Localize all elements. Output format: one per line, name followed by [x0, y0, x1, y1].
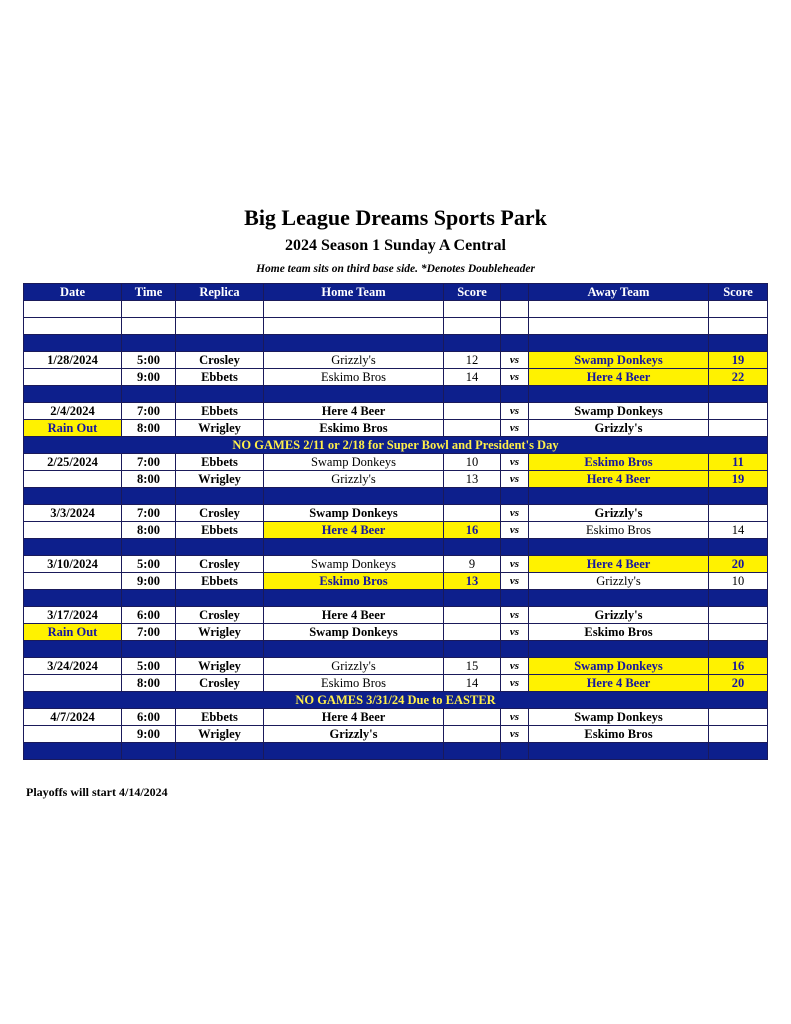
empty-cell: [176, 335, 264, 352]
empty-cell: [24, 318, 122, 335]
empty-cell: [264, 590, 444, 607]
empty-cell: [709, 641, 768, 658]
empty-cell: [176, 641, 264, 658]
cell-vs: vs: [501, 420, 529, 437]
empty-cell: [529, 318, 709, 335]
schedule-body: [24, 301, 768, 760]
separator-band: [24, 641, 768, 658]
cell-home-score: 14: [444, 675, 501, 692]
empty-cell: [529, 641, 709, 658]
game-row: [24, 352, 768, 369]
cell-time: 5:00: [122, 658, 176, 675]
col-header-home-team: Home Team: [264, 284, 444, 301]
cell-away-score: 19: [709, 471, 768, 488]
empty-cell: [501, 488, 529, 505]
empty-cell: [501, 335, 529, 352]
cell-replica: Ebbets: [176, 522, 264, 539]
cell-away-team: Swamp Donkeys: [529, 709, 709, 726]
empty-cell: [176, 301, 264, 318]
cell-date: [24, 675, 122, 692]
cell-home-score: [444, 709, 501, 726]
game-row: [24, 454, 768, 471]
empty-cell: [176, 539, 264, 556]
empty-cell: [444, 318, 501, 335]
notice-row: [24, 692, 768, 709]
cell-time: 7:00: [122, 454, 176, 471]
empty-cell: [529, 743, 709, 760]
schedule-table: [23, 283, 768, 760]
cell-vs: vs: [501, 471, 529, 488]
cell-home-team: Grizzly's: [264, 352, 444, 369]
empty-cell: [529, 488, 709, 505]
cell-vs: vs: [501, 369, 529, 386]
cell-home-score: 9: [444, 556, 501, 573]
empty-cell: [264, 386, 444, 403]
cell-away-team: Eskimo Bros: [529, 726, 709, 743]
empty-cell: [122, 539, 176, 556]
cell-home-team: Eskimo Bros: [264, 420, 444, 437]
empty-cell: [709, 590, 768, 607]
cell-away-team: Here 4 Beer: [529, 369, 709, 386]
col-header-away-team: Away Team: [529, 284, 709, 301]
game-row: [24, 624, 768, 641]
empty-cell: [122, 335, 176, 352]
empty-cell: [264, 318, 444, 335]
empty-cell: [444, 539, 501, 556]
cell-home-team: Grizzly's: [264, 726, 444, 743]
empty-cell: [709, 386, 768, 403]
cell-date: 2/4/2024: [24, 403, 122, 420]
cell-date: 3/3/2024: [24, 505, 122, 522]
cell-replica: Ebbets: [176, 709, 264, 726]
empty-cell: [529, 590, 709, 607]
cell-replica: Wrigley: [176, 420, 264, 437]
cell-home-score: [444, 403, 501, 420]
col-header-replica: Replica: [176, 284, 264, 301]
cell-home-score: [444, 505, 501, 522]
cell-away-team: Eskimo Bros: [529, 522, 709, 539]
cell-date: Rain Out: [24, 624, 122, 641]
col-header-home-score: Score: [444, 284, 501, 301]
cell-vs: vs: [501, 726, 529, 743]
empty-cell: [709, 488, 768, 505]
game-row: [24, 709, 768, 726]
cell-away-score: 16: [709, 658, 768, 675]
cell-home-team: Here 4 Beer: [264, 607, 444, 624]
header-row: [24, 284, 768, 301]
col-header-time: Time: [122, 284, 176, 301]
cell-away-score: 22: [709, 369, 768, 386]
separator-band: [24, 590, 768, 607]
empty-cell: [529, 539, 709, 556]
cell-vs: vs: [501, 675, 529, 692]
cell-away-team: Swamp Donkeys: [529, 403, 709, 420]
cell-away-score: 19: [709, 352, 768, 369]
empty-row: [24, 318, 768, 335]
cell-home-team: Eskimo Bros: [264, 573, 444, 590]
cell-replica: Crosley: [176, 607, 264, 624]
cell-away-score: 11: [709, 454, 768, 471]
game-row: [24, 726, 768, 743]
empty-cell: [444, 641, 501, 658]
col-header-vs: [501, 284, 529, 301]
cell-home-score: [444, 607, 501, 624]
cell-date: 4/7/2024: [24, 709, 122, 726]
empty-cell: [501, 301, 529, 318]
cell-date: [24, 726, 122, 743]
separator-band: [24, 539, 768, 556]
cell-home-score: 10: [444, 454, 501, 471]
footer-note: Playoffs will start 4/14/2024: [26, 785, 168, 799]
cell-home-team: Swamp Donkeys: [264, 556, 444, 573]
empty-cell: [24, 743, 122, 760]
empty-row: [24, 301, 768, 318]
cell-replica: Ebbets: [176, 369, 264, 386]
cell-away-team: Swamp Donkeys: [529, 352, 709, 369]
cell-away-team: Grizzly's: [529, 607, 709, 624]
cell-home-team: Grizzly's: [264, 471, 444, 488]
header-note: Home team sits on third base side. *Denotes Doubleheader: [256, 263, 535, 275]
cell-home-score: 13: [444, 573, 501, 590]
cell-vs: vs: [501, 658, 529, 675]
cell-home-team: Here 4 Beer: [264, 522, 444, 539]
cell-home-score: 16: [444, 522, 501, 539]
separator-band: [24, 386, 768, 403]
cell-vs: vs: [501, 522, 529, 539]
cell-vs: vs: [501, 556, 529, 573]
empty-cell: [709, 301, 768, 318]
cell-home-score: [444, 420, 501, 437]
cell-vs: vs: [501, 352, 529, 369]
empty-cell: [501, 386, 529, 403]
empty-cell: [444, 301, 501, 318]
cell-time: 8:00: [122, 420, 176, 437]
empty-cell: [529, 386, 709, 403]
empty-cell: [24, 539, 122, 556]
empty-cell: [444, 590, 501, 607]
game-row: [24, 505, 768, 522]
cell-home-team: Eskimo Bros: [264, 675, 444, 692]
game-row: [24, 403, 768, 420]
separator-band: [24, 488, 768, 505]
empty-cell: [709, 335, 768, 352]
cell-home-score: [444, 726, 501, 743]
cell-home-score: 12: [444, 352, 501, 369]
cell-vs: vs: [501, 709, 529, 726]
cell-away-score: [709, 624, 768, 641]
cell-time: 8:00: [122, 522, 176, 539]
cell-replica: Crosley: [176, 505, 264, 522]
cell-time: 6:00: [122, 709, 176, 726]
empty-cell: [709, 743, 768, 760]
notice-row: [24, 437, 768, 454]
empty-cell: [444, 488, 501, 505]
empty-cell: [24, 641, 122, 658]
empty-cell: [264, 335, 444, 352]
empty-cell: [176, 386, 264, 403]
cell-time: 7:00: [122, 403, 176, 420]
cell-replica: Wrigley: [176, 624, 264, 641]
empty-cell: [24, 590, 122, 607]
empty-cell: [264, 539, 444, 556]
cell-vs: vs: [501, 573, 529, 590]
cell-vs: vs: [501, 454, 529, 471]
cell-home-team: Grizzly's: [264, 658, 444, 675]
cell-away-score: [709, 403, 768, 420]
empty-cell: [122, 301, 176, 318]
empty-cell: [24, 488, 122, 505]
empty-cell: [176, 590, 264, 607]
empty-cell: [24, 301, 122, 318]
cell-time: 9:00: [122, 726, 176, 743]
cell-date: 2/25/2024: [24, 454, 122, 471]
empty-cell: [444, 386, 501, 403]
cell-replica: Wrigley: [176, 658, 264, 675]
page-subtitle: 2024 Season 1 Sunday A Central: [285, 237, 506, 254]
game-row: [24, 573, 768, 590]
cell-date: Rain Out: [24, 420, 122, 437]
cell-away-score: [709, 726, 768, 743]
cell-away-team: Grizzly's: [529, 505, 709, 522]
empty-cell: [264, 743, 444, 760]
cell-home-team: Swamp Donkeys: [264, 505, 444, 522]
cell-replica: Wrigley: [176, 471, 264, 488]
empty-cell: [122, 641, 176, 658]
empty-cell: [264, 488, 444, 505]
empty-cell: [444, 743, 501, 760]
cell-time: 7:00: [122, 505, 176, 522]
cell-home-score: 14: [444, 369, 501, 386]
cell-date: 3/17/2024: [24, 607, 122, 624]
col-header-date: Date: [24, 284, 122, 301]
empty-cell: [529, 301, 709, 318]
cell-away-team: Eskimo Bros: [529, 624, 709, 641]
cell-away-score: 14: [709, 522, 768, 539]
cell-time: 9:00: [122, 369, 176, 386]
cell-time: 9:00: [122, 573, 176, 590]
cell-home-score: 13: [444, 471, 501, 488]
cell-time: 8:00: [122, 675, 176, 692]
col-header-away-score: Score: [709, 284, 768, 301]
cell-away-score: 10: [709, 573, 768, 590]
game-row: [24, 607, 768, 624]
empty-cell: [501, 641, 529, 658]
empty-cell: [176, 743, 264, 760]
cell-time: 7:00: [122, 624, 176, 641]
cell-vs: vs: [501, 403, 529, 420]
empty-cell: [24, 335, 122, 352]
empty-cell: [709, 539, 768, 556]
empty-cell: [176, 488, 264, 505]
cell-replica: Ebbets: [176, 454, 264, 471]
cell-home-score: 15: [444, 658, 501, 675]
cell-away-score: [709, 420, 768, 437]
game-row: [24, 369, 768, 386]
empty-cell: [501, 539, 529, 556]
cell-vs: vs: [501, 505, 529, 522]
game-row: [24, 471, 768, 488]
cell-replica: Crosley: [176, 556, 264, 573]
cell-replica: Crosley: [176, 675, 264, 692]
game-row: [24, 675, 768, 692]
empty-cell: [122, 590, 176, 607]
cell-vs: vs: [501, 607, 529, 624]
cell-replica: Ebbets: [176, 573, 264, 590]
cell-time: 8:00: [122, 471, 176, 488]
empty-cell: [24, 386, 122, 403]
cell-replica: Wrigley: [176, 726, 264, 743]
cell-away-score: 20: [709, 675, 768, 692]
cell-replica: Ebbets: [176, 403, 264, 420]
cell-date: 3/10/2024: [24, 556, 122, 573]
empty-cell: [122, 488, 176, 505]
cell-home-team: Swamp Donkeys: [264, 624, 444, 641]
notice-text: NO GAMES 3/31/24 Due to EASTER: [24, 692, 768, 709]
empty-cell: [122, 318, 176, 335]
cell-date: [24, 573, 122, 590]
separator-band: [24, 335, 768, 352]
empty-cell: [264, 301, 444, 318]
cell-away-score: [709, 709, 768, 726]
cell-away-team: Here 4 Beer: [529, 556, 709, 573]
cell-away-team: Grizzly's: [529, 420, 709, 437]
separator-band: [24, 743, 768, 760]
cell-time: 5:00: [122, 352, 176, 369]
cell-date: [24, 522, 122, 539]
game-row: [24, 420, 768, 437]
page-title: Big League Dreams Sports Park: [244, 205, 547, 230]
cell-away-score: [709, 505, 768, 522]
cell-time: 5:00: [122, 556, 176, 573]
game-row: [24, 522, 768, 539]
empty-cell: [529, 335, 709, 352]
cell-away-team: Here 4 Beer: [529, 471, 709, 488]
empty-cell: [176, 318, 264, 335]
cell-date: [24, 471, 122, 488]
cell-away-team: Here 4 Beer: [529, 675, 709, 692]
empty-cell: [444, 335, 501, 352]
game-row: [24, 658, 768, 675]
cell-time: 6:00: [122, 607, 176, 624]
empty-cell: [501, 743, 529, 760]
empty-cell: [122, 386, 176, 403]
cell-date: 1/28/2024: [24, 352, 122, 369]
cell-away-team: Grizzly's: [529, 573, 709, 590]
cell-home-score: [444, 624, 501, 641]
cell-replica: Crosley: [176, 352, 264, 369]
cell-home-team: Swamp Donkeys: [264, 454, 444, 471]
cell-date: [24, 369, 122, 386]
empty-cell: [122, 743, 176, 760]
cell-away-team: Eskimo Bros: [529, 454, 709, 471]
cell-away-team: Swamp Donkeys: [529, 658, 709, 675]
cell-vs: vs: [501, 624, 529, 641]
cell-date: 3/24/2024: [24, 658, 122, 675]
cell-away-score: [709, 607, 768, 624]
cell-home-team: Here 4 Beer: [264, 403, 444, 420]
cell-home-team: Eskimo Bros: [264, 369, 444, 386]
cell-away-score: 20: [709, 556, 768, 573]
empty-cell: [264, 641, 444, 658]
empty-cell: [709, 318, 768, 335]
empty-cell: [501, 590, 529, 607]
cell-home-team: Here 4 Beer: [264, 709, 444, 726]
notice-text: NO GAMES 2/11 or 2/18 for Super Bowl and President's Day: [24, 437, 768, 454]
empty-cell: [501, 318, 529, 335]
game-row: [24, 556, 768, 573]
